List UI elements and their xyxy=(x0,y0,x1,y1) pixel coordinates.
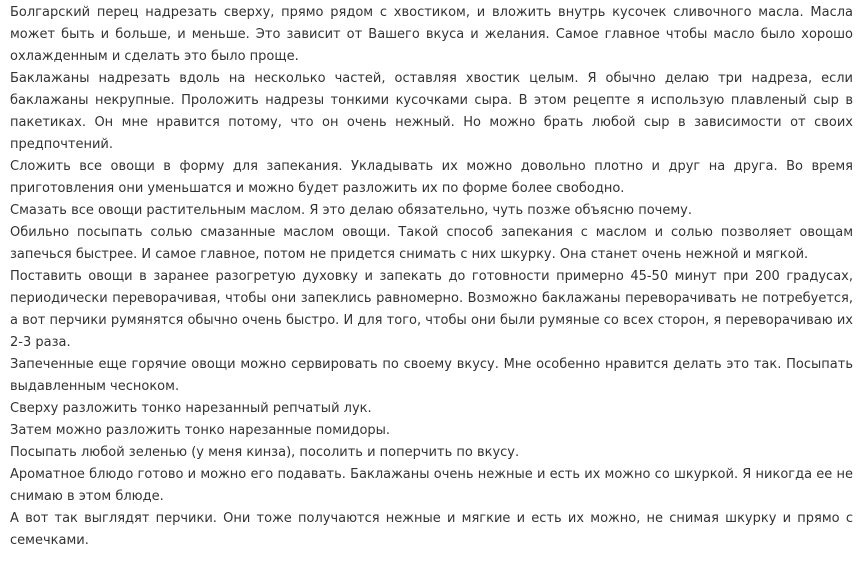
paragraph-oven: Поставить овощи в заранее разогретую духовку и запекать до готовности примерно 45-50 минут при 200 градусах, периодически переворачивая, чтобы они запеклись равномерно. Возможно баклажаны переворачивать не потребуется, а вот перчики румянятся обычно очень быстро. И для того, чтобы они были румяные со всех сторон, я переворачиваю их 2-3 раза. xyxy=(10,269,853,350)
paragraph-tomatoes: Затем можно разложить тонко нарезанные помидоры. xyxy=(10,423,391,438)
paragraph-baking-dish: Сложить все овощи в форму для запекания. Укладывать их можно довольно плотно и друг на друга. Во время приготовления они уменьшатся и можно будет разложить их по форме более свободно. xyxy=(10,159,853,196)
paragraph-pepper-butter: Болгарский перец надрезать сверху, прямо рядом с хвостиком, и вложить внутрь кусочек сливочного масла. Масла может быть и больше, и меньше. Это зависит от Вашего вкуса и желания. Самое главное чтобы масло было хорошо охлажденным и сделать это было проще. xyxy=(10,5,853,64)
paragraph-peppers: А вот так выглядят перчики. Они тоже получаются нежные и мягкие и есть их можно, не снимая шкурку и прямо с семечками. xyxy=(10,511,853,548)
paragraph-greens: Посыпать любой зеленью (у меня кинза), посолить и поперчить по вкусу. xyxy=(10,445,520,460)
paragraph-oil: Смазать все овощи растительным маслом. Я это делаю обязательно, чуть позже объясню почему. xyxy=(10,203,692,218)
paragraph-onion: Сверху разложить тонко нарезанный репчатый лук. xyxy=(10,401,372,416)
paragraph-serving-garlic: Запеченные еще горячие овощи можно сервировать по своему вкусу. Мне особенно нравится делать это так. Посыпать выдавленным чесноком. xyxy=(10,357,853,394)
paragraph-ready: Ароматное блюдо готово и можно его подавать. Баклажаны очень нежные и есть их можно со шкуркой. Я никогда ее не снимаю в этом блюде. xyxy=(10,467,853,504)
paragraph-salt: Обильно посыпать солью смазанные маслом овощи. Такой способ запекания с маслом и солью позволяет овощам запечься быстрее. И самое главное, потом не придется снимать с них шкурку. Она станет очень нежной и мягкой. xyxy=(10,225,853,262)
paragraph-eggplant-cheese: Баклажаны надрезать вдоль на несколько частей, оставляя хвостик целым. Я обычно делаю три надреза, если баклажаны некрупные. Проложить надрезы тонкими кусочками сыра. В этом рецепте я использую плавленый сыр в пакетиках. Он мне нравится потому, что он очень нежный. Но можно брать любой сыр в зависимости от своих предпочтений. xyxy=(10,71,853,152)
